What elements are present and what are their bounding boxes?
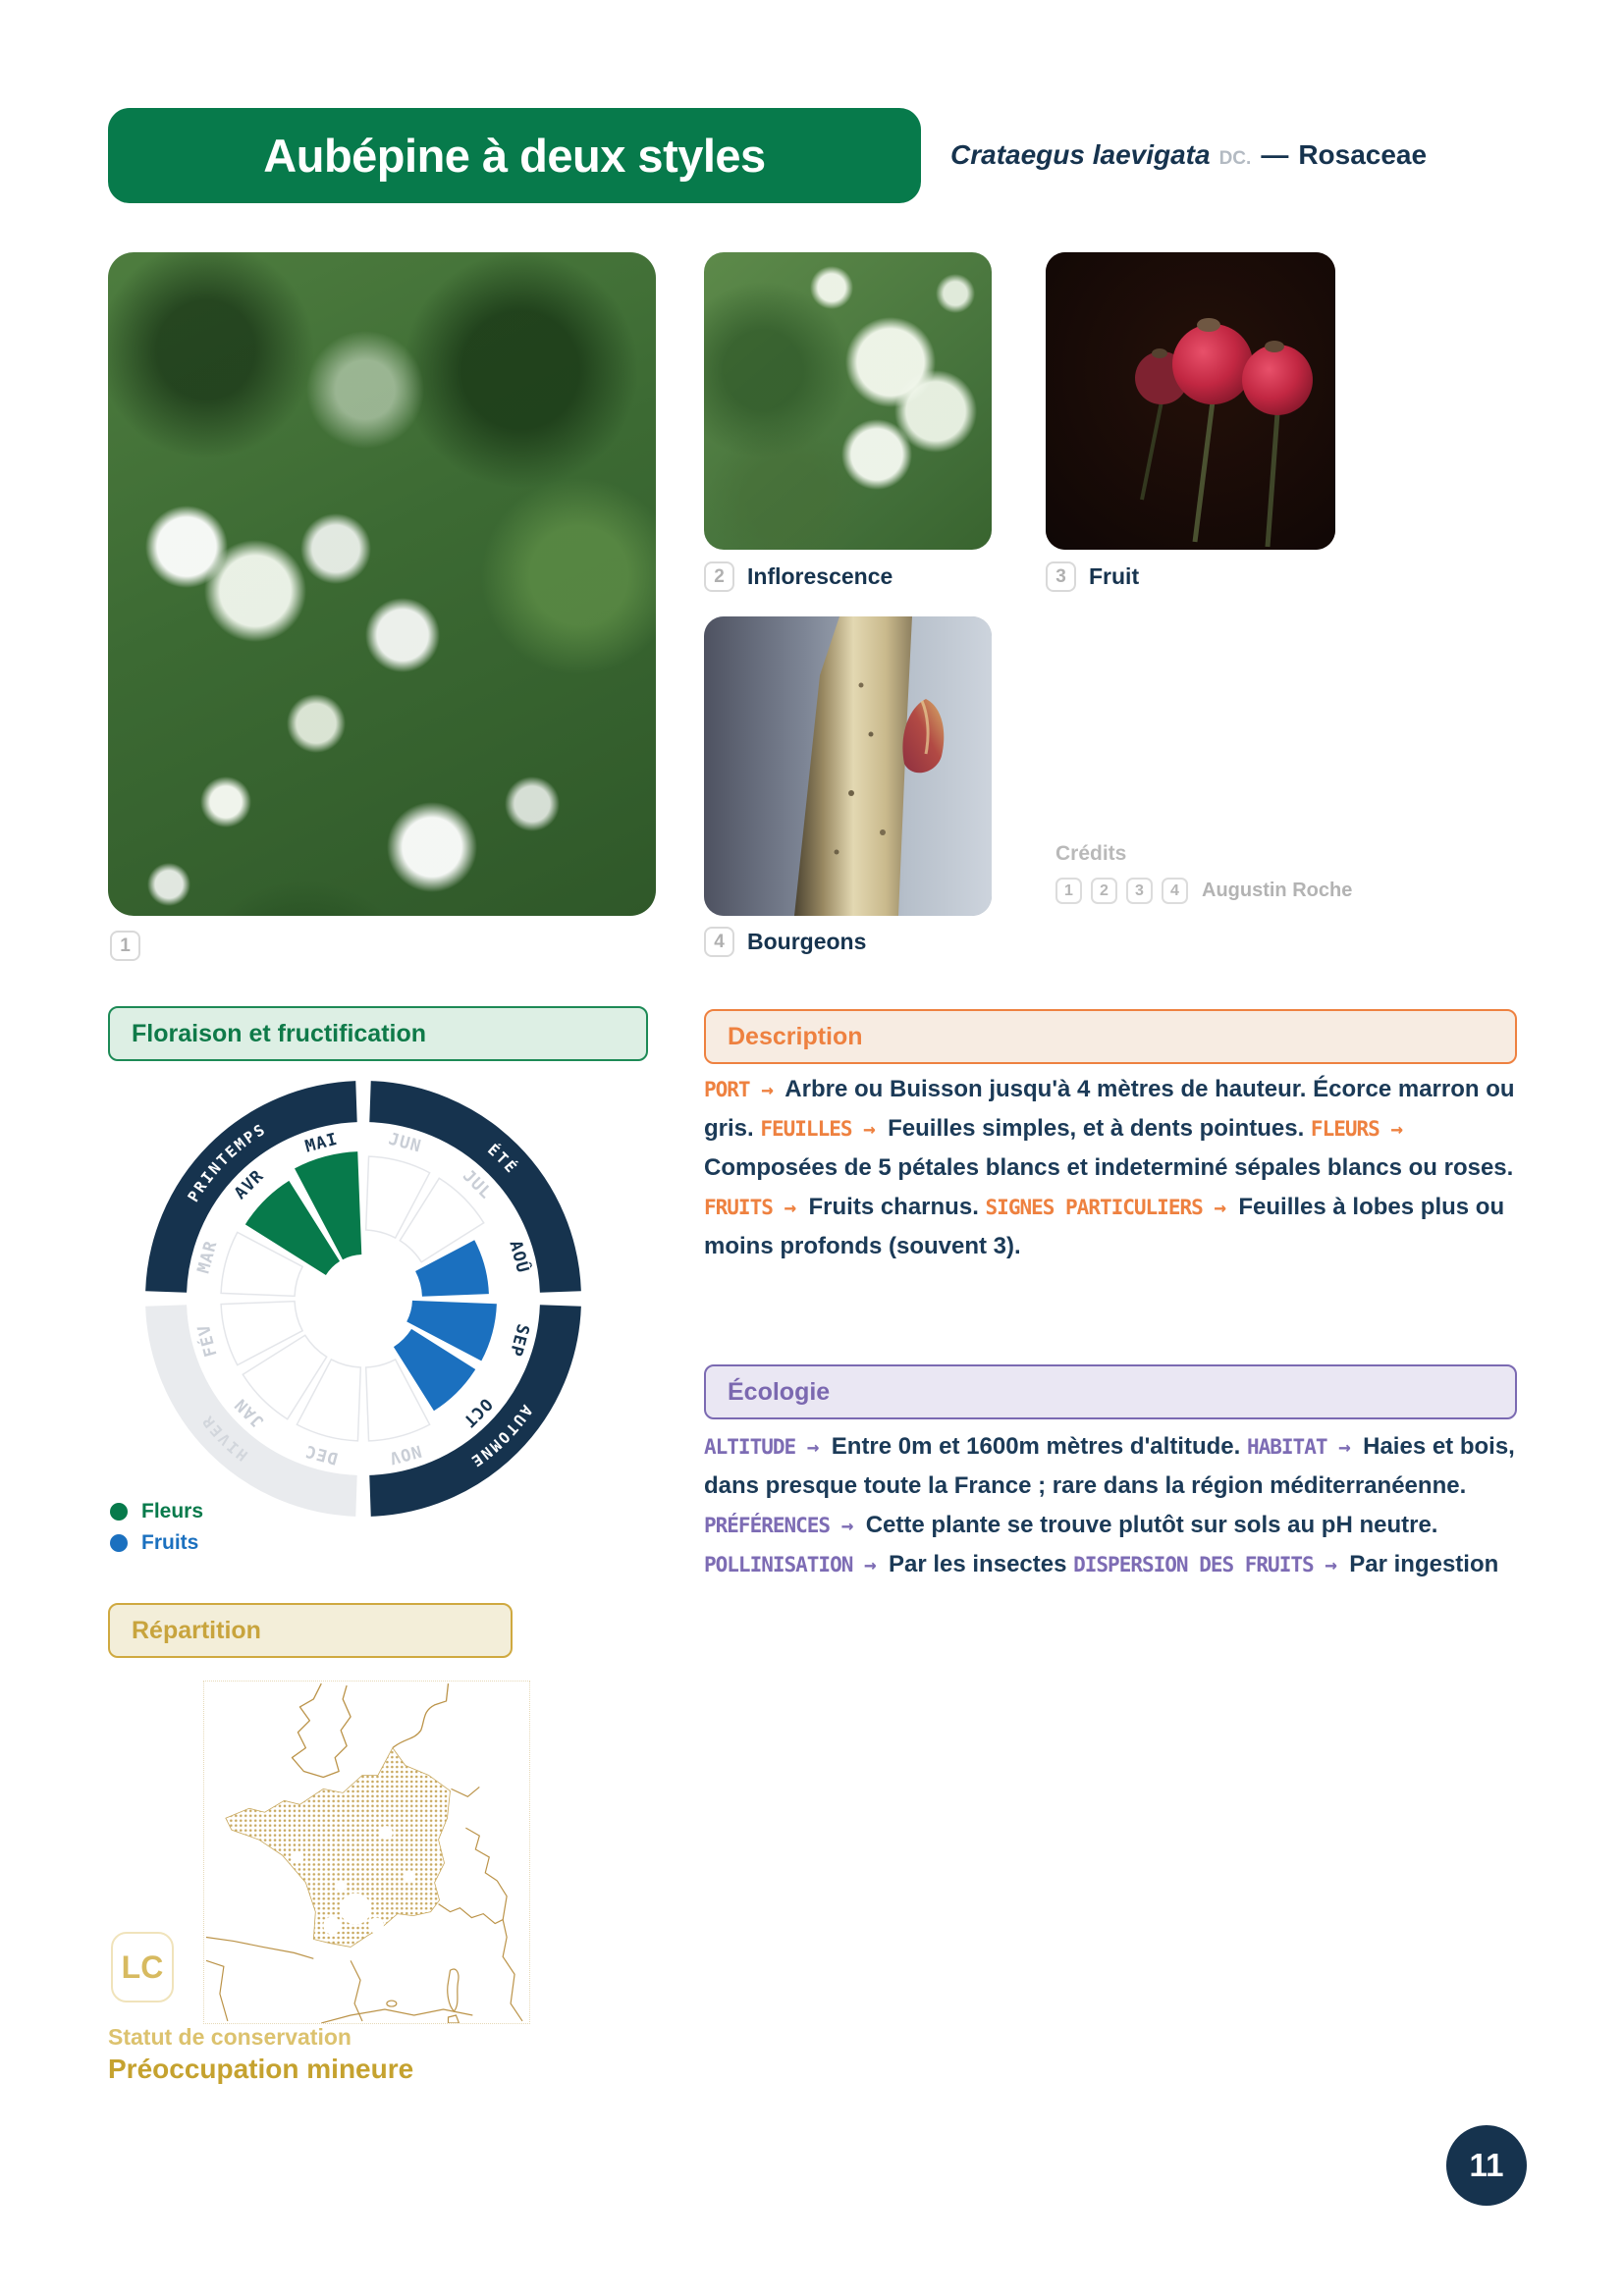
svg-text:JUL: JUL xyxy=(458,1166,496,1204)
photo-habit xyxy=(108,252,656,916)
svg-text:OCT: OCT xyxy=(458,1393,496,1431)
section-description-header xyxy=(704,1009,1517,1064)
credit-number-badge: 3 xyxy=(1126,878,1153,904)
fruit-illustration xyxy=(1046,252,1335,550)
field-text: Par ingestion xyxy=(1335,1551,1499,1577)
field-label: FEUILLES → xyxy=(760,1117,875,1141)
page-title: Aubépine à deux styles xyxy=(263,130,766,182)
legend-dot-icon xyxy=(110,1534,128,1552)
page-number xyxy=(1446,2125,1527,2206)
photo-buds xyxy=(704,616,992,916)
conservation-status-label: Statut de conservation xyxy=(108,2024,352,2050)
field-label: PORT → xyxy=(704,1078,773,1101)
svg-text:NOV: NOV xyxy=(386,1440,424,1468)
lc-code: LC xyxy=(121,1949,164,1985)
buds-illustration xyxy=(704,616,992,916)
caption-label: Inflorescence xyxy=(747,563,893,589)
photo-number-badge: 4 xyxy=(704,927,734,957)
page-number-text: 11 xyxy=(1469,2147,1504,2183)
conservation-status-value: Préoccupation mineure xyxy=(108,2054,414,2084)
svg-text:AOÛ: AOÛ xyxy=(505,1238,533,1276)
field-label: FRUITS → xyxy=(704,1196,796,1219)
field-text: Cette plante se trouve plutôt sur sols au pH neutre. xyxy=(852,1512,1438,1538)
svg-text:MAI: MAI xyxy=(302,1129,341,1157)
svg-text:SEP: SEP xyxy=(505,1321,533,1360)
section-floraison-header xyxy=(108,1006,648,1061)
section-title: Répartition xyxy=(132,1616,261,1644)
legend-dot-icon xyxy=(110,1503,128,1521)
photo-inflorescence xyxy=(704,252,992,550)
authority-abbrev: DC. xyxy=(1218,148,1252,169)
family-separator: — xyxy=(1261,139,1289,170)
credits-author: Augustin Roche xyxy=(1202,880,1353,901)
credit-number-badge: 1 xyxy=(1055,878,1082,904)
caption-label: Fruit xyxy=(1089,563,1140,589)
svg-text:MAR: MAR xyxy=(193,1238,222,1276)
credits-number-badges xyxy=(1055,878,1188,904)
photo-fruit xyxy=(1046,252,1335,550)
svg-text:FÉV: FÉV xyxy=(193,1321,222,1360)
field-text: Feuilles à lobes plus ou moins profonds (souvent 3). xyxy=(704,1194,1505,1259)
section-repartition-header xyxy=(108,1603,513,1658)
caption-photo-1 xyxy=(110,931,140,961)
caption-label: Bourgeons xyxy=(747,929,867,954)
field-label: POLLINISATION → xyxy=(704,1553,876,1576)
field-text: Feuilles simples, et à dents pointues. xyxy=(874,1115,1311,1142)
field-label: FLEURS → xyxy=(1310,1117,1403,1141)
caption-photo-4 xyxy=(704,927,866,957)
phenology-wheel-chart xyxy=(137,1073,589,1524)
photo-number-badge: 3 xyxy=(1046,561,1076,592)
latin-name: Crataegus laevigata xyxy=(950,139,1211,170)
field-label: SIGNES PARTICULIERS → xyxy=(985,1196,1226,1219)
section-title: Écologie xyxy=(728,1377,831,1406)
species-title-banner xyxy=(108,108,921,203)
credit-number-badge: 4 xyxy=(1162,878,1188,904)
svg-text:JAN: JAN xyxy=(231,1393,269,1431)
caption-photo-3 xyxy=(1046,561,1139,592)
field-text: Haies et bois, dans presque toute la France ; rare dans la région méditerranéenne. xyxy=(704,1433,1515,1499)
svg-text:ÉTÉ: ÉTÉ xyxy=(484,1141,521,1178)
field-text: Arbre ou Buisson jusqu'à 4 mètres de hauteur. Écorce marron ou gris. xyxy=(704,1076,1515,1142)
svg-text:PRINTEMPS: PRINTEMPS xyxy=(184,1119,270,1205)
field-text: Entre 0m et 1600m mètres d'altitude. xyxy=(818,1433,1247,1460)
field-text: Par les insectes xyxy=(875,1551,1074,1577)
phenology-legend xyxy=(110,1500,203,1555)
field-label: DISPERSION DES FRUITS → xyxy=(1073,1553,1336,1576)
section-title: Floraison et fructification xyxy=(132,1019,427,1047)
legend-label: Fleurs xyxy=(141,1500,204,1522)
svg-text:AUTOMNE: AUTOMNE xyxy=(465,1401,536,1471)
family-name: Rosaceae xyxy=(1298,139,1428,170)
credits-row xyxy=(1055,878,1352,904)
france-distribution-map xyxy=(204,1682,529,2023)
species-subtitle xyxy=(950,139,1530,198)
field-text: Fruits charnus. xyxy=(795,1194,986,1220)
credits-title: Crédits xyxy=(1055,842,1127,865)
credit-number-badge: 2 xyxy=(1091,878,1117,904)
svg-text:AVR: AVR xyxy=(231,1166,269,1204)
field-label: PRÉFÉRENCES → xyxy=(704,1514,853,1537)
conservation-status-badge xyxy=(111,1932,174,2002)
ecologie-text xyxy=(704,1427,1521,1584)
field-label: HABITAT → xyxy=(1246,1435,1350,1459)
photo-number-badge: 2 xyxy=(704,561,734,592)
legend-label: Fruits xyxy=(141,1531,199,1554)
legend-item xyxy=(110,1500,203,1523)
section-ecologie-header xyxy=(704,1364,1517,1419)
photo-credits xyxy=(1055,842,1352,904)
section-title: Description xyxy=(728,1022,863,1050)
description-text xyxy=(704,1070,1521,1266)
distribution-map xyxy=(203,1681,530,2024)
svg-text:DEC: DEC xyxy=(302,1440,341,1468)
field-label: ALTITUDE → xyxy=(704,1435,819,1459)
svg-text:HIVER: HIVER xyxy=(197,1411,251,1465)
photo-number-badge: 1 xyxy=(110,931,140,961)
svg-text:JUN: JUN xyxy=(386,1129,424,1157)
caption-photo-2 xyxy=(704,561,893,592)
legend-item xyxy=(110,1531,203,1555)
field-text: Composées de 5 pétales blancs et indeterminé sépales blancs ou roses. xyxy=(704,1115,1514,1181)
